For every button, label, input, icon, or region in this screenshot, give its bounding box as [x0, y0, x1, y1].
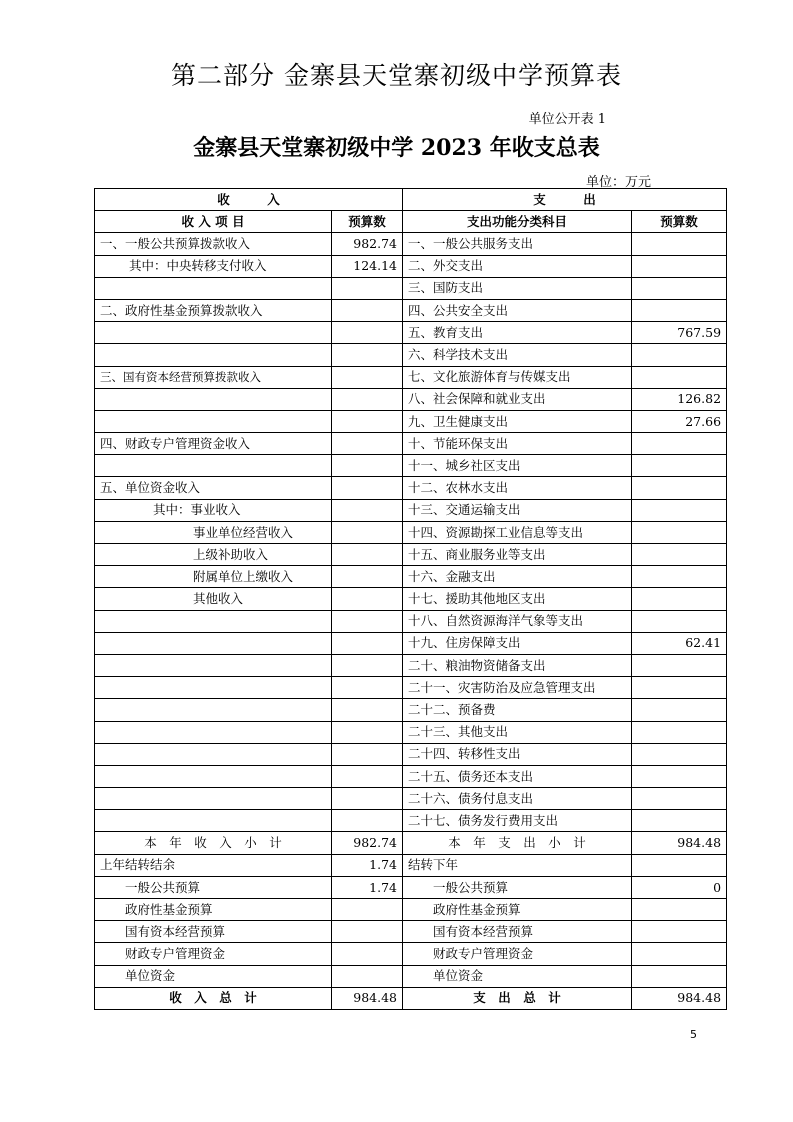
table-row: [95, 521, 727, 543]
income-amount: [332, 410, 403, 432]
carry-expense-item: 结转下年: [403, 854, 632, 876]
header-row-columns: [95, 211, 727, 233]
income-item: 二、政府性基金预算拨款收入: [95, 299, 332, 321]
expense-amount: [632, 477, 727, 499]
income-item: [95, 765, 332, 787]
carry-expense-amount: [632, 854, 727, 876]
income-item: [95, 388, 332, 410]
expense-item: 九、卫生健康支出: [403, 410, 632, 432]
expense-amount: [632, 677, 727, 699]
income-amount: [332, 810, 403, 832]
header-row-sections: [95, 189, 727, 211]
income-amount: [332, 566, 403, 588]
expense-amount: [632, 743, 727, 765]
expense-item: 六、科学技术支出: [403, 344, 632, 366]
income-amount: [332, 455, 403, 477]
income-item: [95, 344, 332, 366]
table-title: 金寨县天堂寨初级中学 2023 年收支总表: [193, 135, 600, 161]
table-row: [95, 699, 727, 721]
carry-expense-amount: [632, 965, 727, 987]
income-amount: [332, 366, 403, 388]
budget-table-body: [95, 189, 727, 1010]
expense-item: 五、教育支出: [403, 322, 632, 344]
income-item: [95, 632, 332, 654]
income-total-amount: 984.48: [332, 987, 403, 1009]
income-item: [95, 788, 332, 810]
expense-item: 十三、交通运输支出: [403, 499, 632, 521]
income-amount: [332, 788, 403, 810]
income-item: 附属单位上缴收入: [95, 566, 332, 588]
income-amount: [332, 322, 403, 344]
table-row: [95, 810, 727, 832]
carry-expense-item: 政府性基金预算: [403, 899, 632, 921]
expense-item: 二十四、转移性支出: [403, 743, 632, 765]
expense-item: 十五、商业服务业等支出: [403, 544, 632, 566]
subtotal-row: [95, 832, 727, 854]
expense-item: 十四、资源勘探工业信息等支出: [403, 521, 632, 543]
income-item: 五、单位资金收入: [95, 477, 332, 499]
income-item: [95, 810, 332, 832]
carry-expense-item: 国有资本经营预算: [403, 921, 632, 943]
expense-item: 八、社会保障和就业支出: [403, 388, 632, 410]
income-amount: [332, 721, 403, 743]
table-row: [95, 788, 727, 810]
income-amount: [332, 499, 403, 521]
expense-item: 十六、金融支出: [403, 566, 632, 588]
expense-amount: [632, 366, 727, 388]
income-amount: [332, 388, 403, 410]
expense-item: 二十三、其他支出: [403, 721, 632, 743]
expense-item: 二十五、债务还本支出: [403, 765, 632, 787]
income-item: 四、财政专户管理资金收入: [95, 433, 332, 455]
budget-table: [94, 188, 727, 1010]
income-amount: [332, 743, 403, 765]
income-total-label: 收 入 总 计: [95, 987, 332, 1009]
income-item: [95, 654, 332, 676]
income-item: [95, 699, 332, 721]
income-item: [95, 322, 332, 344]
income-amount: 124.14: [332, 255, 403, 277]
expense-amount-header: 预算数: [632, 211, 727, 233]
expense-item: 十二、农林水支出: [403, 477, 632, 499]
carry-row: [95, 965, 727, 987]
expense-amount: [632, 521, 727, 543]
expense-amount: 767.59: [632, 322, 727, 344]
expense-total-label: 支 出 总 计: [403, 987, 632, 1009]
carry-row: [95, 876, 727, 898]
table-row: [95, 388, 727, 410]
expense-amount: 126.82: [632, 388, 727, 410]
income-item: 其中：事业收入: [95, 499, 332, 521]
expense-item: 十七、援助其他地区支出: [403, 588, 632, 610]
expense-item: 十、节能环保支出: [403, 433, 632, 455]
income-amount: [332, 699, 403, 721]
table-row: [95, 477, 727, 499]
income-amount: 982.74: [332, 233, 403, 255]
table-row: [95, 765, 727, 787]
expense-item: 三、国防支出: [403, 277, 632, 299]
expense-amount: [632, 299, 727, 321]
expense-amount: [632, 455, 727, 477]
carry-income-amount: [332, 943, 403, 965]
expense-total-amount: 984.48: [632, 987, 727, 1009]
expense-amount: [632, 610, 727, 632]
table-row: [95, 277, 727, 299]
expense-item: 二十七、债务发行费用支出: [403, 810, 632, 832]
expense-subtotal-label: 本 年 支 出 小 计: [403, 832, 632, 854]
expense-amount: [632, 344, 727, 366]
table-row: [95, 677, 727, 699]
expense-amount: [632, 699, 727, 721]
expense-amount: 62.41: [632, 632, 727, 654]
income-item: [95, 410, 332, 432]
income-amount: [332, 632, 403, 654]
table-row: [95, 255, 727, 277]
table-row: [95, 544, 727, 566]
expense-amount: [632, 810, 727, 832]
income-item: [95, 677, 332, 699]
expense-item: 二十六、债务付息支出: [403, 788, 632, 810]
carry-income-item: 一般公共预算: [95, 876, 332, 898]
unit-label: 单位：万元: [586, 175, 652, 190]
income-item: 三、国有资本经营预算拨款收入: [95, 366, 332, 388]
table-row: [95, 743, 727, 765]
carry-expense-item: 财政专户管理资金: [403, 943, 632, 965]
income-item: [95, 721, 332, 743]
expense-item-header: 支出功能分类科目: [403, 211, 632, 233]
expense-item: 十九、住房保障支出: [403, 632, 632, 654]
income-item: 其他收入: [95, 588, 332, 610]
table-row: [95, 344, 727, 366]
expense-amount: [632, 566, 727, 588]
total-row: [95, 987, 727, 1009]
expense-amount: [632, 277, 727, 299]
income-amount: [332, 610, 403, 632]
expense-amount: [632, 588, 727, 610]
expense-item: 二十二、预备费: [403, 699, 632, 721]
expense-amount: [632, 654, 727, 676]
table-row: [95, 410, 727, 432]
table-row: [95, 566, 727, 588]
carry-expense-amount: [632, 943, 727, 965]
income-amount-header: 预算数: [332, 211, 403, 233]
income-amount: [332, 677, 403, 699]
carry-income-amount: 1.74: [332, 876, 403, 898]
table-row: [95, 322, 727, 344]
table-row: [95, 632, 727, 654]
table-row: [95, 654, 727, 676]
expense-item: 四、公共安全支出: [403, 299, 632, 321]
income-item: 一、一般公共预算拨款收入: [95, 233, 332, 255]
table-row: [95, 610, 727, 632]
income-item: [95, 743, 332, 765]
income-item: [95, 455, 332, 477]
income-item: [95, 277, 332, 299]
income-amount: [332, 299, 403, 321]
table-row: [95, 455, 727, 477]
income-amount: [332, 433, 403, 455]
carry-income-item: 单位资金: [95, 965, 332, 987]
income-subtotal-amount: 982.74: [332, 832, 403, 854]
table-row: [95, 366, 727, 388]
expense-amount: 27.66: [632, 410, 727, 432]
income-amount: [332, 344, 403, 366]
income-amount: [332, 521, 403, 543]
expense-amount: [632, 499, 727, 521]
carry-income-amount: [332, 965, 403, 987]
carry-row: [95, 943, 727, 965]
carry-income-item: 上年结转结余: [95, 854, 332, 876]
carry-row: [95, 921, 727, 943]
table-row: [95, 299, 727, 321]
table-row: [95, 588, 727, 610]
income-amount: [332, 765, 403, 787]
income-item: [95, 610, 332, 632]
expense-section-header: 支 出: [403, 189, 727, 211]
carry-income-amount: [332, 899, 403, 921]
expense-amount: [632, 765, 727, 787]
income-amount: [332, 477, 403, 499]
income-section-header: 收 入: [95, 189, 403, 211]
income-item: 其中：中央转移支付收入: [95, 255, 332, 277]
income-amount: [332, 544, 403, 566]
expense-amount: [632, 433, 727, 455]
page-number: 5: [690, 1028, 697, 1041]
carry-income-item: 政府性基金预算: [95, 899, 332, 921]
income-item-header: 收 入 项 目: [95, 211, 332, 233]
expense-amount: [632, 788, 727, 810]
expense-subtotal-amount: 984.48: [632, 832, 727, 854]
carry-row: [95, 854, 727, 876]
expense-item: 一、一般公共服务支出: [403, 233, 632, 255]
carry-income-item: 财政专户管理资金: [95, 943, 332, 965]
expense-item: 十八、自然资源海洋气象等支出: [403, 610, 632, 632]
expense-item: 二、外交支出: [403, 255, 632, 277]
carry-expense-amount: 0: [632, 876, 727, 898]
income-amount: [332, 654, 403, 676]
table-row: [95, 721, 727, 743]
income-subtotal-label: 本 年 收 入 小 计: [95, 832, 332, 854]
carry-expense-amount: [632, 899, 727, 921]
expense-amount: [632, 255, 727, 277]
expense-item: 七、文化旅游体育与传媒支出: [403, 366, 632, 388]
carry-income-amount: [332, 921, 403, 943]
carry-expense-item: 单位资金: [403, 965, 632, 987]
carry-income-item: 国有资本经营预算: [95, 921, 332, 943]
carry-row: [95, 899, 727, 921]
expense-amount: [632, 544, 727, 566]
expense-item: 二十一、灾害防治及应急管理支出: [403, 677, 632, 699]
expense-amount: [632, 721, 727, 743]
table-row: [95, 233, 727, 255]
income-item: 上级补助收入: [95, 544, 332, 566]
income-item: 事业单位经营收入: [95, 521, 332, 543]
table-row: [95, 433, 727, 455]
expense-item: 二十、粮油物资储备支出: [403, 654, 632, 676]
carry-expense-item: 一般公共预算: [403, 876, 632, 898]
form-number: 单位公开表 1: [528, 112, 606, 127]
income-amount: [332, 588, 403, 610]
carry-income-amount: 1.74: [332, 854, 403, 876]
expense-item: 十一、城乡社区支出: [403, 455, 632, 477]
part-title: 第二部分 金寨县天堂寨初级中学预算表: [171, 61, 622, 90]
income-amount: [332, 277, 403, 299]
expense-amount: [632, 233, 727, 255]
table-row: [95, 499, 727, 521]
carry-expense-amount: [632, 921, 727, 943]
